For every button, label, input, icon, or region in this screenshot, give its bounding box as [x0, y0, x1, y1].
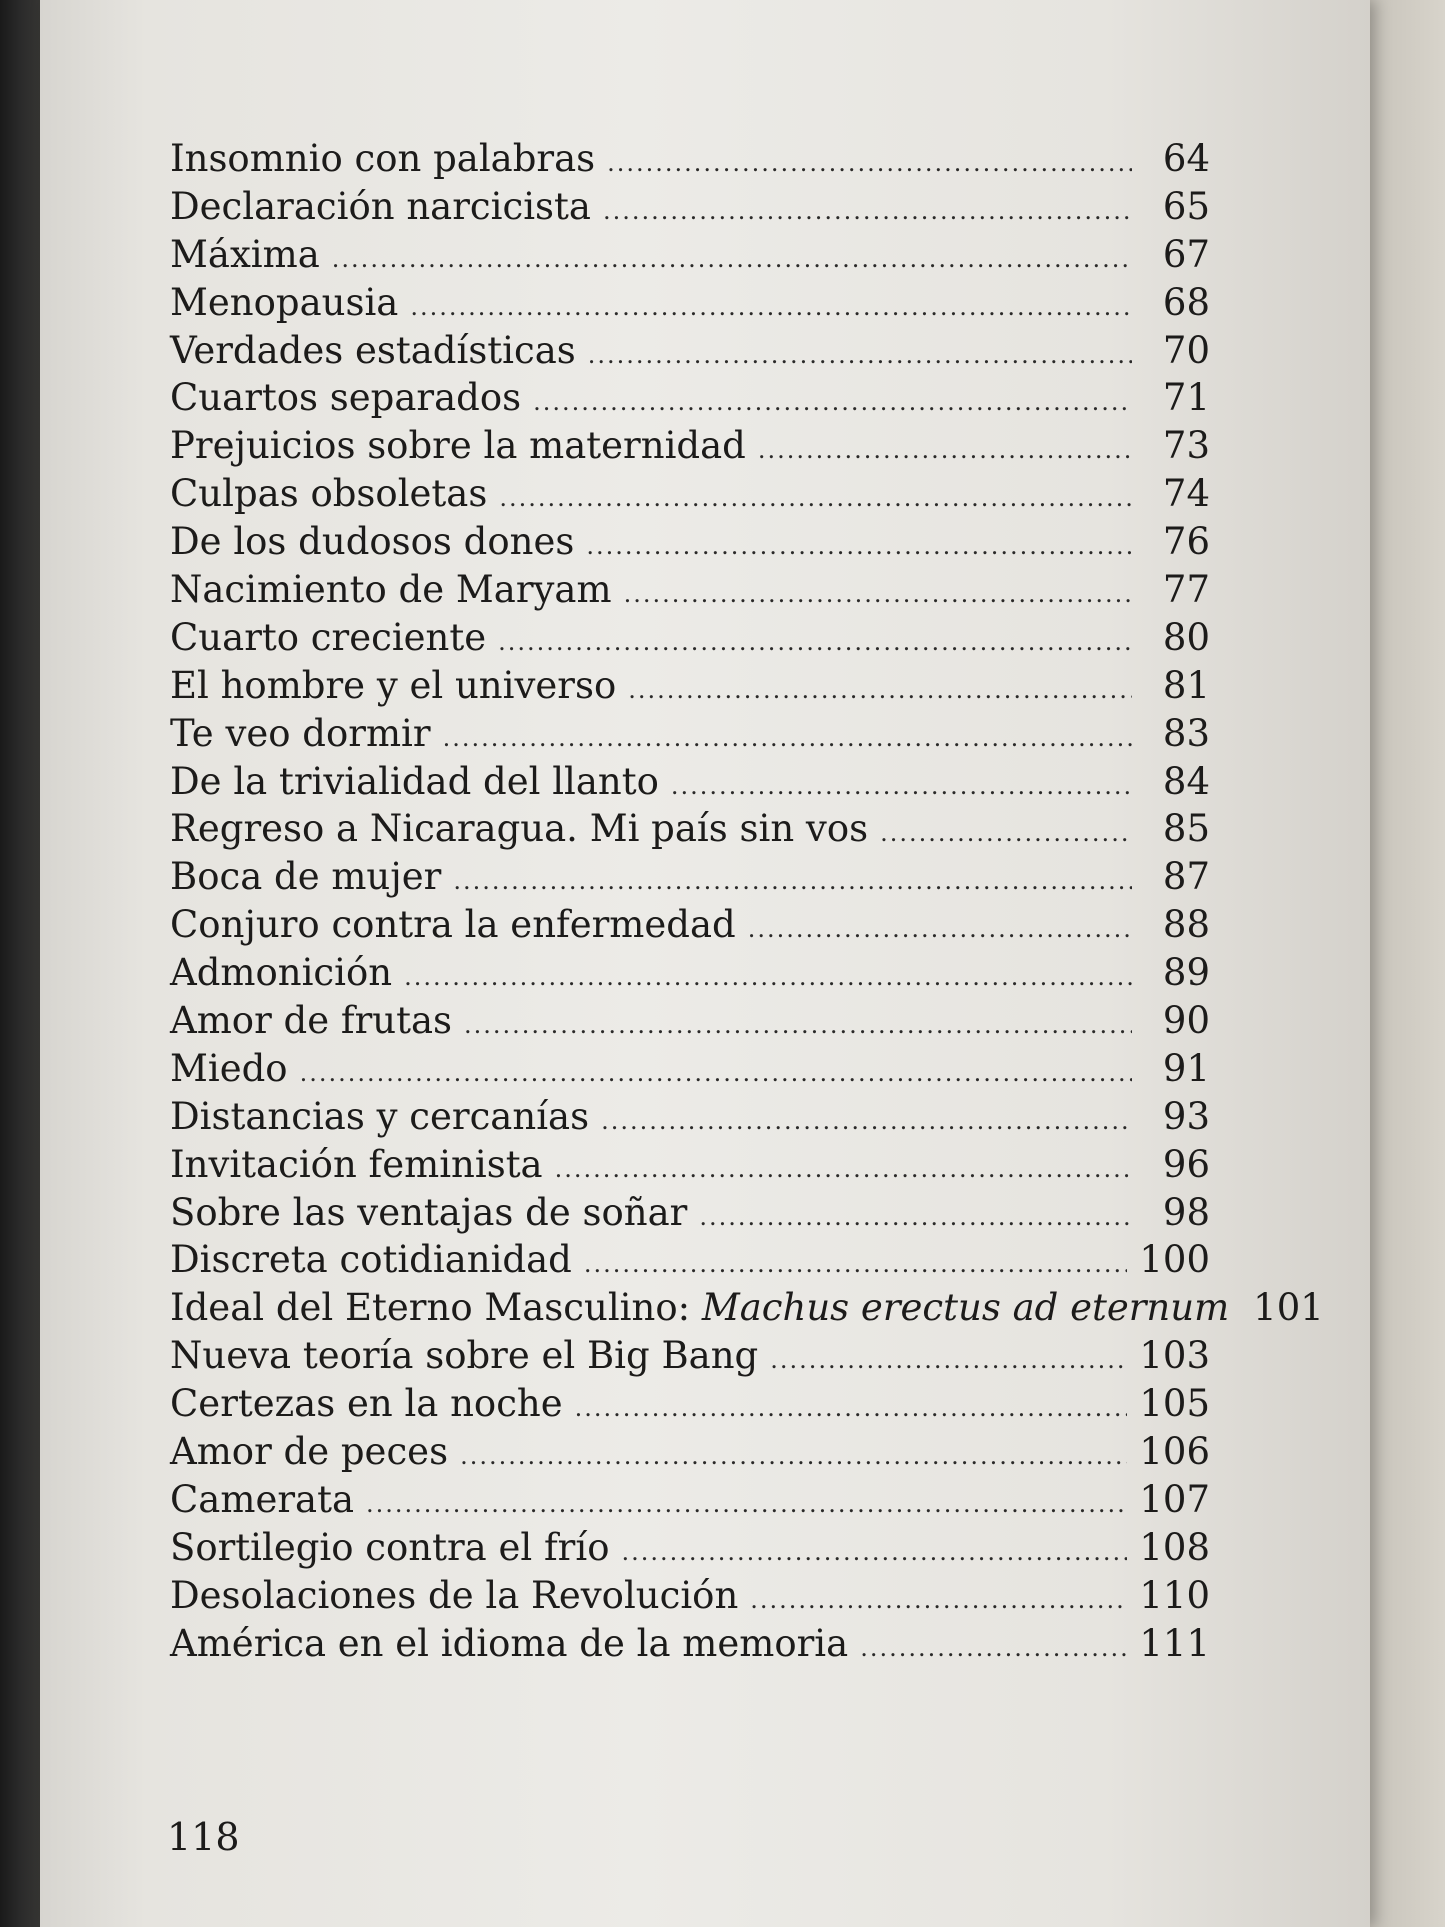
toc-entry — [170, 1141, 1210, 1189]
toc-entry — [170, 231, 1210, 279]
toc-entry — [170, 1524, 1210, 1572]
dot-leader — [443, 715, 1132, 763]
toc-entry — [170, 1428, 1210, 1476]
toc-entry-title: Nacimiento de Maryam — [170, 568, 612, 612]
toc-entry — [170, 518, 1210, 566]
toc-entry — [170, 1284, 1324, 1332]
toc-entry — [170, 662, 1210, 710]
dot-leader — [860, 1625, 1127, 1673]
toc-entry — [170, 1332, 1210, 1380]
toc-entry-page: 80 — [1162, 615, 1210, 659]
toc-entry-page: 77 — [1162, 568, 1210, 612]
toc-entry-title: Amor de frutas — [170, 999, 452, 1043]
toc-entry-title: El hombre y el universo — [170, 663, 617, 707]
toc-entry-page: 96 — [1162, 1142, 1210, 1186]
toc-entry-title: Discreta cotidianidad — [170, 1238, 572, 1282]
toc-entry-page: 84 — [1162, 759, 1210, 803]
toc-entry — [170, 374, 1210, 422]
toc-entry — [170, 422, 1210, 470]
dot-leader — [624, 571, 1132, 619]
dot-leader — [880, 810, 1132, 858]
dot-leader — [588, 332, 1132, 380]
dot-leader — [404, 954, 1132, 1002]
toc-entry-page: 87 — [1162, 855, 1210, 899]
toc-entry-title: Insomnio con palabras — [170, 137, 596, 180]
dot-leader — [770, 1337, 1127, 1385]
toc-entry-title: Verdades estadísticas — [170, 328, 576, 372]
toc-entry-page: 83 — [1162, 711, 1210, 755]
toc-entry-title: Camerata — [170, 1477, 355, 1521]
toc-entry — [170, 1572, 1210, 1620]
dot-leader — [603, 188, 1132, 236]
toc-entry-page: 108 — [1139, 1525, 1210, 1569]
toc-entry-title: Máxima — [170, 232, 320, 276]
toc-entry-page: 74 — [1162, 472, 1210, 516]
toc-entry-page: 67 — [1162, 232, 1210, 276]
toc-entry-title: Amor de peces — [170, 1430, 449, 1474]
toc-entry-page: 68 — [1162, 280, 1210, 324]
toc-entry-title: Te veo dormir — [170, 711, 431, 755]
toc-entry-page: 100 — [1139, 1238, 1210, 1282]
toc-entry — [170, 1380, 1210, 1428]
toc-entry — [170, 1045, 1210, 1093]
toc-entry — [170, 1620, 1210, 1668]
toc-entry-title: Certezas en la noche — [170, 1382, 563, 1426]
toc-entry-title: Miedo — [170, 1046, 288, 1090]
toc-entry — [170, 1476, 1210, 1524]
toc-entry-page: 103 — [1139, 1334, 1210, 1378]
toc-entry — [170, 758, 1210, 806]
toc-entry-page: 76 — [1162, 520, 1210, 564]
toc-entry-title: De los dudosos dones — [170, 520, 575, 564]
dot-leader — [750, 1577, 1127, 1625]
table-of-contents — [170, 135, 1324, 1668]
toc-entry — [170, 614, 1210, 662]
dot-leader — [464, 1002, 1132, 1050]
dot-leader — [584, 1241, 1128, 1289]
toc-entry-page: 91 — [1162, 1046, 1210, 1090]
dot-leader — [607, 140, 1132, 188]
toc-entry — [170, 327, 1210, 375]
dot-leader — [410, 284, 1132, 332]
toc-entry — [170, 470, 1210, 518]
toc-entry — [170, 710, 1210, 758]
dot-leader — [628, 667, 1132, 715]
toc-entry-title: Sortilegio contra el frío — [170, 1525, 610, 1569]
toc-entry-page: 90 — [1162, 999, 1210, 1043]
toc-entry-title: Desolaciones de la Revolución — [170, 1573, 739, 1617]
toc-entry-page: 64 — [1162, 137, 1210, 180]
toc-entry-title: Nueva teoría sobre el Big Bang — [170, 1334, 759, 1378]
dot-leader — [671, 763, 1132, 811]
toc-entry-title: América en el idioma de la memoria — [170, 1621, 849, 1665]
dot-leader — [621, 1529, 1127, 1577]
toc-entry — [170, 901, 1210, 949]
dot-leader — [758, 427, 1132, 475]
dot-leader — [300, 1050, 1132, 1098]
dot-leader — [499, 475, 1132, 523]
toc-entry-page: 70 — [1162, 328, 1210, 372]
toc-entry — [170, 135, 1210, 183]
dot-leader — [555, 1146, 1132, 1194]
toc-entry-page: 89 — [1162, 951, 1210, 995]
toc-entry-page: 73 — [1162, 424, 1210, 468]
toc-entry — [170, 853, 1210, 901]
dot-leader — [586, 523, 1132, 571]
toc-entry-page: 81 — [1162, 663, 1210, 707]
dot-leader — [575, 1385, 1128, 1433]
toc-entry-page: 101 — [1253, 1286, 1324, 1330]
toc-entry — [170, 1236, 1210, 1284]
toc-entry-page: 105 — [1139, 1382, 1210, 1426]
toc-entry-title: Admonición — [170, 951, 393, 995]
toc-entry-title: De la trivialidad del llanto — [170, 759, 659, 803]
toc-entry-page: 110 — [1139, 1573, 1210, 1617]
toc-entry — [170, 805, 1210, 853]
dot-leader — [332, 236, 1132, 284]
toc-entry-title: Sobre las ventajas de soñar — [170, 1190, 688, 1234]
toc-entry-page: 85 — [1162, 807, 1210, 851]
toc-entry-title: Cuarto creciente — [170, 615, 487, 659]
toc-entry-title: Ideal del Eterno Masculino: Machus erectus ad eternum — [170, 1286, 1230, 1330]
dot-leader — [453, 858, 1132, 906]
toc-entry-title: Boca de mujer — [170, 855, 442, 899]
toc-entry-title: Regreso a Nicaragua. Mi país sin vos — [170, 807, 869, 851]
toc-entry-title: Cuartos separados — [170, 376, 522, 420]
toc-entry — [170, 1189, 1210, 1237]
toc-entry — [170, 566, 1210, 614]
toc-entry-title: Culpas obsoletas — [170, 472, 488, 516]
dot-leader — [601, 1098, 1132, 1146]
toc-entry-page: 107 — [1139, 1477, 1210, 1521]
toc-entry-page: 88 — [1162, 903, 1210, 947]
dot-leader — [366, 1481, 1127, 1529]
dot-leader — [748, 906, 1132, 954]
dot-leader — [460, 1433, 1127, 1481]
toc-entry — [170, 1093, 1210, 1141]
toc-entry-page: 98 — [1162, 1190, 1210, 1234]
toc-entry-title: Distancias y cercanías — [170, 1094, 590, 1138]
toc-entry — [170, 949, 1210, 997]
toc-entry-title: Conjuro contra la enfermedad — [170, 903, 736, 947]
toc-entry-title: Prejuicios sobre la maternidad — [170, 424, 746, 468]
toc-entry-page: 65 — [1162, 184, 1210, 228]
dot-leader — [498, 619, 1132, 667]
toc-entry-page: 71 — [1162, 376, 1210, 420]
toc-entry — [170, 279, 1210, 327]
toc-entry-page: 106 — [1139, 1430, 1210, 1474]
dot-leader — [533, 379, 1132, 427]
toc-entry — [170, 997, 1210, 1045]
page-number: 118 — [167, 1815, 240, 1859]
dot-leader — [699, 1194, 1132, 1242]
toc-entry-title: Menopausia — [170, 280, 399, 324]
toc-entry — [170, 183, 1210, 231]
book-page — [40, 0, 1370, 1927]
toc-entry-title: Invitación feminista — [170, 1142, 543, 1186]
toc-entry-title: Declaración narcicista — [170, 184, 591, 228]
toc-entry-page: 93 — [1162, 1094, 1210, 1138]
toc-entry-page: 111 — [1139, 1621, 1210, 1665]
toc-entry-title-italic: Machus erectus ad eternum — [701, 1286, 1230, 1330]
